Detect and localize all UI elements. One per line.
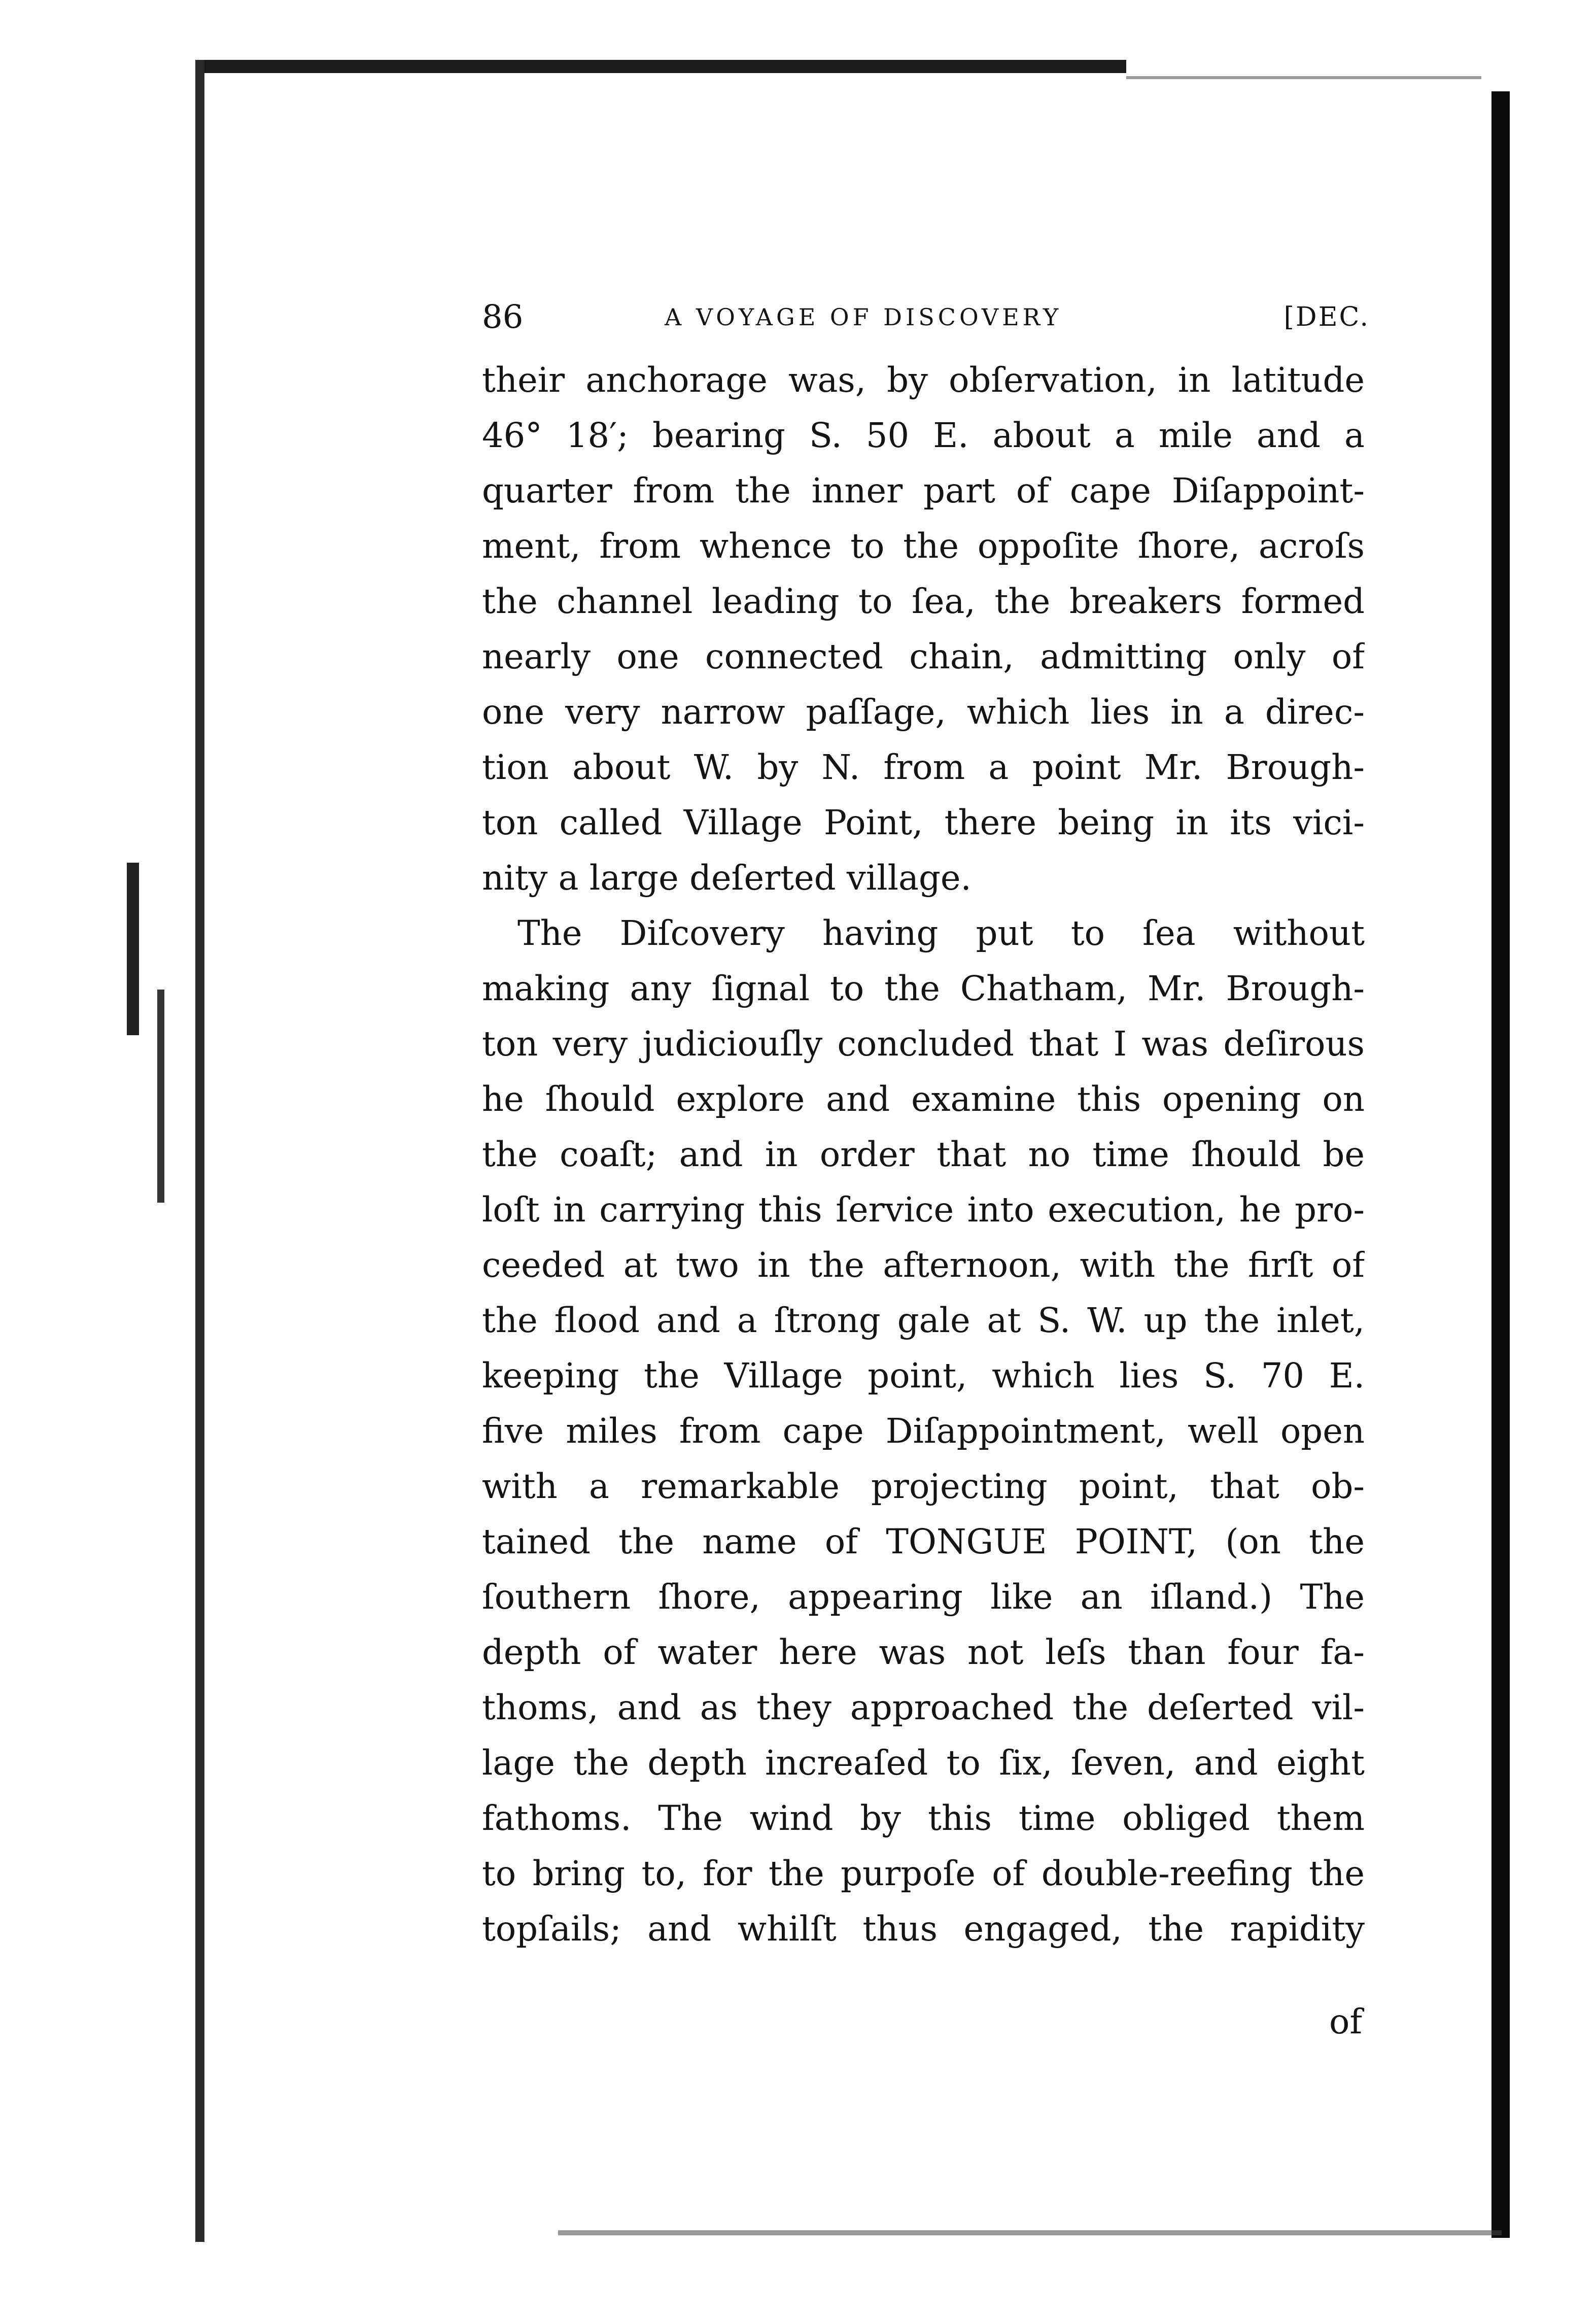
text-line: loſt in carrying this ſervice into execution, he pro- — [482, 1190, 1365, 1230]
text-line: keeping the Village point, which lies S. 70 E. — [482, 1356, 1365, 1395]
text-line: one very narrow paſſage, which lies in a direc- — [482, 692, 1365, 732]
text-line: the coaſt; and in order that no time ſhould be — [482, 1135, 1365, 1174]
scan-margin-mark — [127, 863, 139, 1035]
text-line: tion about W. by N. from a point Mr. Brough- — [482, 747, 1365, 787]
text-line: he ſhould explore and examine this opening on — [482, 1079, 1365, 1119]
text-line: with a remarkable projecting point, that ob- — [482, 1467, 1365, 1506]
text-line: fathoms. The wind by this time obliged them — [482, 1798, 1365, 1838]
text-line: ton very judiciouſly concluded that I was deſirous — [482, 1024, 1365, 1064]
page-number: 86 — [482, 298, 524, 336]
text-line: thoms, and as they approached the deſerted vil- — [482, 1688, 1365, 1727]
text-line: making any ſignal to the Chatham, Mr. Brough- — [482, 969, 1365, 1008]
text-line: 46° 18′; bearing S. 50 E. about a mile and a — [482, 416, 1365, 455]
text-line: ment, from whence to the oppoſite ſhore, acroſs — [482, 526, 1365, 566]
scan-border-right — [1491, 91, 1510, 2238]
text-line: nearly one connected chain, admitting only of — [482, 637, 1365, 676]
text-line: tained the name of TONGUE POINT, (on the — [482, 1522, 1365, 1561]
text-line: ton called Village Point, there being in its vici- — [482, 803, 1365, 842]
scan-border-left — [195, 60, 204, 2242]
body-text — [482, 353, 1365, 1957]
running-date: [DEC. — [1283, 302, 1370, 332]
text-line: ceeded at two in the afternoon, with the firſt of — [482, 1245, 1365, 1285]
text-line: quarter from the inner part of cape Diſappoint- — [482, 471, 1365, 510]
text-line: topſails; and whilſt thus engaged, the rapidity — [482, 1909, 1365, 1949]
text-line: five miles from cape Diſappointment, well open — [482, 1411, 1365, 1451]
text-line: depth of water here was not leſs than four fa- — [482, 1632, 1365, 1672]
text-line: nity a large deſerted village. — [482, 858, 972, 898]
running-title: A VOYAGE OF DISCOVERY — [665, 303, 1062, 331]
text-line: to bring to, for the purpoſe of double-reefing the — [482, 1854, 1365, 1893]
scan-margin-mark-secondary — [157, 990, 164, 1203]
text-line: ſouthern ſhore, appearing like an iſland.) The — [482, 1577, 1365, 1617]
catchword: of — [1329, 2002, 1363, 2041]
running-header — [482, 294, 1370, 340]
text-line: the flood and a ſtrong gale at S. W. up the inlet, — [482, 1301, 1365, 1340]
text-line: lage the depth increaſed to ſix, ſeven, and eight — [482, 1743, 1365, 1783]
scan-border-bottom — [558, 2230, 1502, 2235]
text-line: The Diſcovery having put to ſea without — [517, 913, 1365, 953]
text-line: the channel leading to ſea, the breakers formed — [482, 582, 1365, 621]
text-line: their anchorage was, by obſervation, in latitude — [482, 360, 1365, 400]
scan-border-top — [203, 60, 1126, 73]
scan-border-top-faint — [1126, 76, 1481, 79]
